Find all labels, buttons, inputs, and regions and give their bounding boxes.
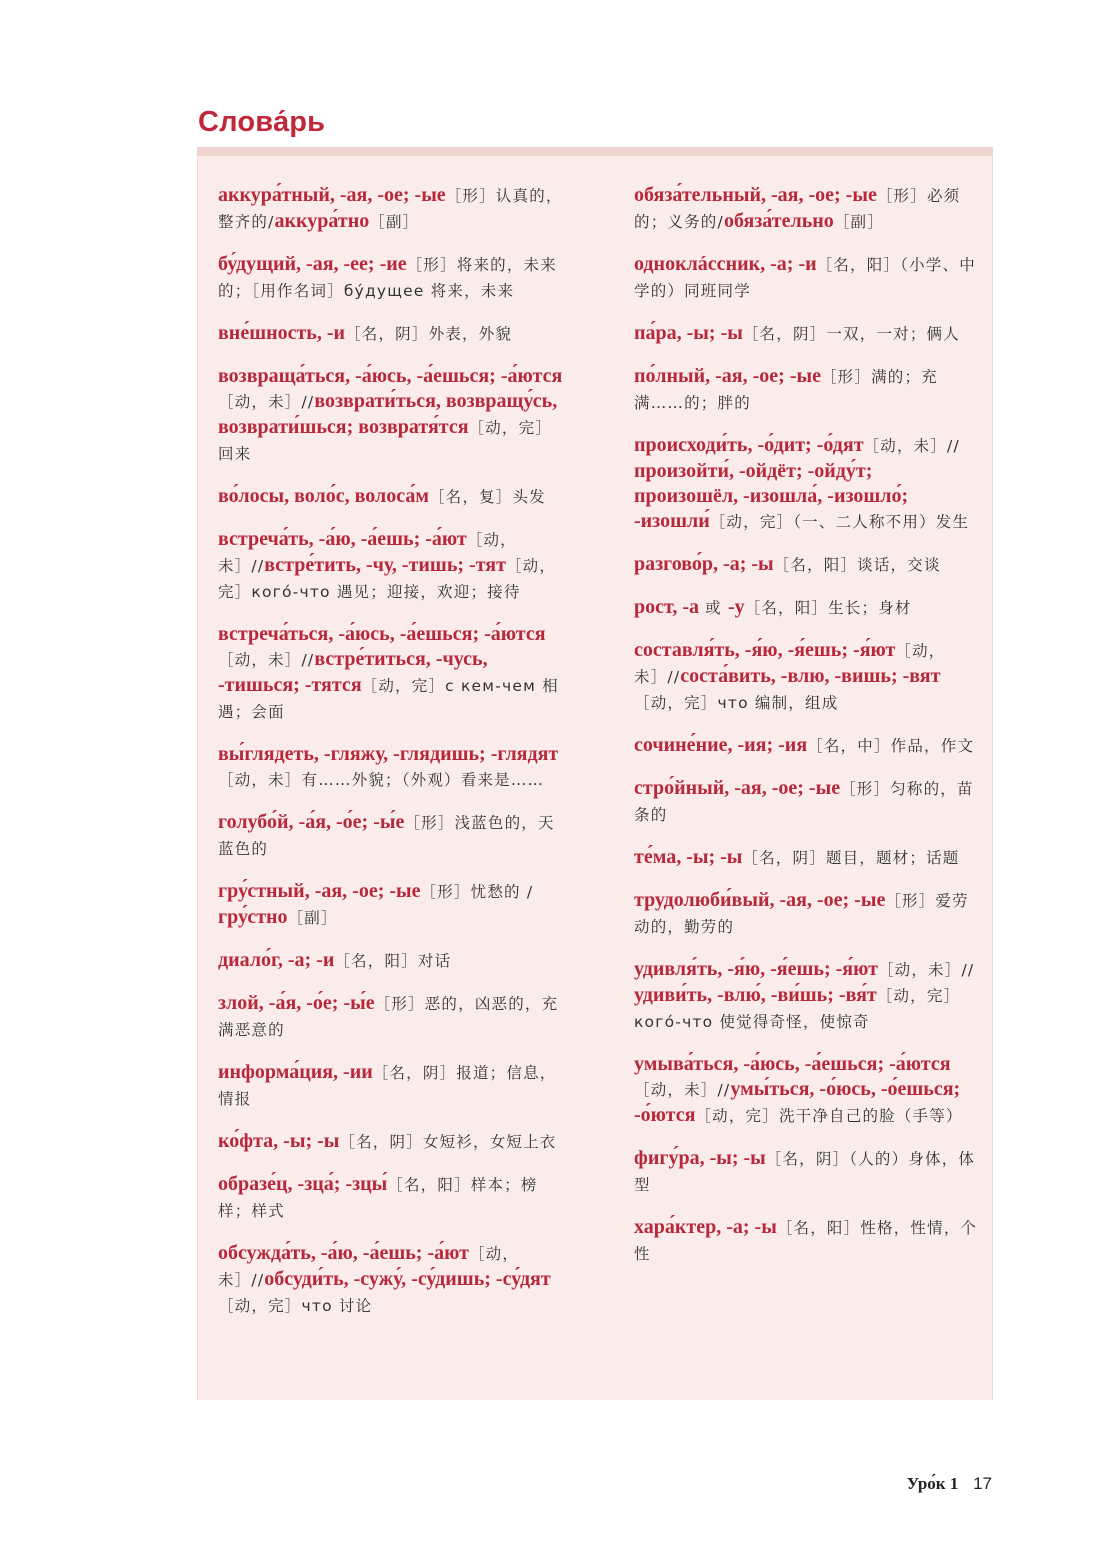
vocabulary-column-left	[218, 183, 563, 1336]
entry-headword: умыва́ться, -а́юсь, -а́ешься; -а́ются	[634, 1053, 951, 1075]
entry-headword: по́лный, -ая, -ое; -ые	[634, 365, 821, 387]
vocabulary-entry	[218, 527, 563, 605]
entry-headword: вы́глядеть, -гляжу, -глядишь; -глядят	[218, 743, 559, 765]
entry-headword: встре́титься, -чусь, -тишься; -тятся	[218, 648, 488, 696]
entry-headword: обсуди́ть, -сужу́, -су́дишь; -су́дят	[264, 1268, 551, 1290]
entry-headword: встре́тить, -чу, -тишь; -тят	[264, 554, 506, 576]
entry-headword: те́ма, -ы; -ы	[634, 846, 743, 868]
entry-gloss: ［名，阴］女短衫，女短上衣	[339, 1133, 557, 1151]
entry-headword: произойти́, -ойдёт; -ойду́т; произошёл, -изошла́, -изошло́; -изошли́	[634, 460, 909, 532]
entry-headword: соста́вить, -влю, -вишь; -вят	[680, 665, 941, 687]
entry-headword: бу́дущий, -ая, -ее; -ие	[218, 253, 407, 275]
entry-gloss: ［名，阴］一双，一对；俩人	[742, 325, 960, 343]
entry-gloss: ［动，完］кого́-что 遇见；迎接，欢迎；接待	[218, 557, 557, 601]
entry-headword: информа́ция, -ии	[218, 1061, 373, 1083]
entry-headword: ко́фта, -ы; -ы	[218, 1130, 340, 1152]
page-title: Слова́рь	[198, 106, 326, 138]
entry-headword: фигу́ра, -ы; -ы	[634, 1147, 766, 1169]
entry-headword: происходи́ть, -о́дит; -о́дят	[634, 434, 864, 456]
entry-headword: возвраща́ться, -а́юсь, -а́ешься; -а́ются	[218, 365, 563, 387]
entry-headword: удивля́ть, -я́ю, -я́ешь; -я́ют	[634, 958, 878, 980]
entry-headword: рост, -а	[634, 596, 699, 618]
entry-gloss: ［动，完］洗干净自己的脸（手等）	[695, 1107, 963, 1125]
entry-gloss: ［动，未］//	[218, 651, 315, 669]
entry-gloss: ［形］将来的，未来的；［用作名词］бу́дущее 将来，未来	[218, 256, 557, 300]
entry-gloss: ［名，阳］谈话，交谈	[773, 556, 941, 574]
vocabulary-entry	[634, 776, 979, 828]
vocabulary-entry	[218, 1129, 563, 1155]
entry-headword: голубо́й, -а́я, -о́е; -ы́е	[218, 811, 405, 833]
vocabulary-entry	[218, 1172, 563, 1224]
page-number: 17	[973, 1474, 992, 1493]
entry-gloss: ［形］匀称的，苗条的	[634, 780, 974, 824]
vocabulary-entry	[218, 879, 563, 931]
entry-gloss: ［动，未］//	[877, 961, 975, 979]
box-header-bar	[198, 147, 992, 156]
entry-gloss: ［形］浅蓝色的，天蓝色的	[218, 814, 555, 858]
entry-headword: диало́г, -а; -и	[218, 949, 335, 971]
vocabulary-entry	[218, 183, 563, 235]
entry-gloss: ［动，完］кого́-что 使觉得奇怪，使惊奇	[634, 987, 961, 1031]
entry-headword: сочине́ние, -ия; -ия	[634, 734, 808, 756]
vocabulary-box	[197, 147, 993, 1400]
vocabulary-entry	[634, 845, 979, 871]
entry-gloss: 或	[698, 599, 728, 617]
entry-gloss: ［动，完］что 编制，组成	[634, 694, 839, 712]
entry-headword: аккура́тно	[274, 210, 370, 232]
entry-headword: аккура́тный, -ая, -ое; -ые	[218, 184, 446, 206]
entry-gloss: ［形］恶的，凶恶的，充满恶意的	[218, 995, 559, 1039]
vocabulary-entry	[634, 957, 979, 1035]
entry-gloss: ［名，阴］题目，题材；话题	[742, 849, 960, 867]
entry-gloss: ［形］认真的，整齐的/	[218, 187, 563, 231]
entry-headword: трудолюби́вый, -ая, -ое; -ые	[634, 889, 886, 911]
vocabulary-entry	[634, 1052, 979, 1129]
entry-headword: встреча́ть, -а́ю, -а́ешь; -а́ют	[218, 528, 467, 550]
vocabulary-entry	[634, 252, 979, 304]
entry-headword: вне́шность, -и	[218, 322, 346, 344]
entry-gloss: ［动，完］回来	[218, 419, 553, 463]
entry-headword: гру́стный, -ая, -ое; -ые	[218, 880, 421, 902]
entry-headword: хара́ктер, -а; -ы	[634, 1216, 777, 1238]
entry-headword: -у	[727, 596, 745, 618]
vocabulary-entry	[634, 595, 979, 621]
vocabulary-entry	[218, 484, 563, 510]
entry-headword: злой, -а́я, -о́е; -ы́е	[218, 992, 375, 1014]
vocabulary-entry	[634, 1146, 979, 1198]
entry-gloss: ［动，未］//	[634, 642, 946, 686]
vocabulary-entry	[218, 364, 563, 467]
entry-gloss: ［名，阴］（人的）身体，体型	[634, 1150, 976, 1194]
entry-headword: составля́ть, -я́ю, -я́ешь; -я́ют	[634, 639, 896, 661]
vocabulary-entry	[218, 742, 563, 793]
entry-gloss: ［动，未］//	[218, 1245, 520, 1289]
vocabulary-entry	[218, 991, 563, 1043]
entry-gloss: ［形］满的；充满……的；胖的	[634, 368, 938, 412]
entry-headword: умы́ться, -о́юсь, -о́ешься; -о́ются	[634, 1078, 961, 1126]
vocabulary-entry	[218, 1241, 563, 1319]
entry-gloss: ［名，阳］样本；榜样；样式	[218, 1176, 538, 1220]
vocabulary-entry	[634, 1215, 979, 1267]
lesson-label: Уро́к 1	[906, 1474, 959, 1493]
entry-headword: встреча́ться, -а́юсь, -а́ешься; -а́ются	[218, 623, 546, 645]
vocabulary-entry	[634, 364, 979, 416]
entry-headword: обсужда́ть, -а́ю, -а́ешь; -а́ют	[218, 1242, 469, 1264]
entry-headword: стро́йный, -ая, -ое; -ые	[634, 777, 841, 799]
entry-headword: возврати́ться, возвращу́сь, возврати́шься; возвратя́тся	[218, 390, 558, 438]
entry-headword: разгово́р, -а; -ы	[634, 553, 774, 575]
entry-gloss: ［形］必须的；义务的/	[634, 187, 961, 231]
vocabulary-entry	[634, 733, 979, 759]
entry-gloss: ［形］爱劳动的，勤劳的	[634, 892, 969, 936]
vocabulary-entry	[218, 1060, 563, 1112]
entry-gloss: ［名，阳］对话	[334, 952, 452, 970]
entry-gloss: ［形］忧愁的 /	[420, 883, 534, 901]
entry-headword: образе́ц, -зца́; -зцы́	[218, 1173, 388, 1195]
vocabulary-entry	[634, 183, 979, 235]
entry-gloss: ［动，完］что 讨论	[218, 1297, 373, 1315]
vocabulary-entry	[218, 948, 563, 974]
vocabulary-entry	[218, 252, 563, 304]
entry-gloss: ［动，完］（一、二人称不用）发生	[709, 513, 970, 531]
vocabulary-entry	[634, 888, 979, 940]
entry-gloss: ［名，阴］外表，外貌	[345, 325, 513, 343]
entry-gloss: ［名，复］头发	[428, 488, 546, 506]
entry-headword: обяза́тельно	[723, 210, 834, 232]
entry-headword: гру́стно	[218, 906, 288, 928]
entry-gloss: ［副］	[833, 213, 884, 231]
vocabulary-column-right	[634, 183, 979, 1284]
entry-headword: во́лосы, воло́с, волоса́м	[218, 485, 429, 507]
entry-gloss: ［名，阳］生长；身材	[744, 599, 912, 617]
entry-gloss: ［名，阳］（小学、中学的）同班同学	[634, 256, 976, 300]
entry-gloss: ［动，未］//	[218, 393, 315, 411]
vocabulary-entry	[218, 321, 563, 347]
entry-headword: одноклáссник, -а; -и	[634, 253, 817, 275]
entry-gloss: ［动，未］//	[218, 531, 517, 575]
entry-gloss: ［动，未］有……外貌；（外观）看来是……	[218, 771, 545, 789]
vocabulary-entry	[634, 433, 979, 535]
vocabulary-entry	[634, 552, 979, 578]
entry-gloss: ［名，中］作品，作文	[807, 737, 975, 755]
entry-gloss: ［副］	[369, 213, 420, 231]
vocabulary-entry	[218, 810, 563, 862]
entry-gloss: ［动，未］//	[863, 437, 960, 455]
vocabulary-entry	[634, 321, 979, 347]
entry-gloss: ［动，未］//	[634, 1081, 731, 1099]
vocabulary-entry	[218, 622, 563, 725]
entry-gloss: ［动，完］с кем-чем 相遇；会面	[218, 677, 559, 721]
vocabulary-entry	[634, 638, 979, 716]
entry-headword: обяза́тельный, -ая, -ое; -ые	[634, 184, 877, 206]
entry-gloss: ［副］	[287, 909, 338, 927]
entry-headword: па́ра, -ы; -ы	[634, 322, 743, 344]
entry-gloss: ［名，阳］性格，性情，个性	[634, 1219, 978, 1263]
page-footer	[907, 1474, 992, 1494]
entry-gloss: ［名，阴］报道；信息，情报	[218, 1064, 557, 1108]
entry-headword: удиви́ть, -влю́, -ви́шь; -вя́т	[634, 984, 877, 1006]
